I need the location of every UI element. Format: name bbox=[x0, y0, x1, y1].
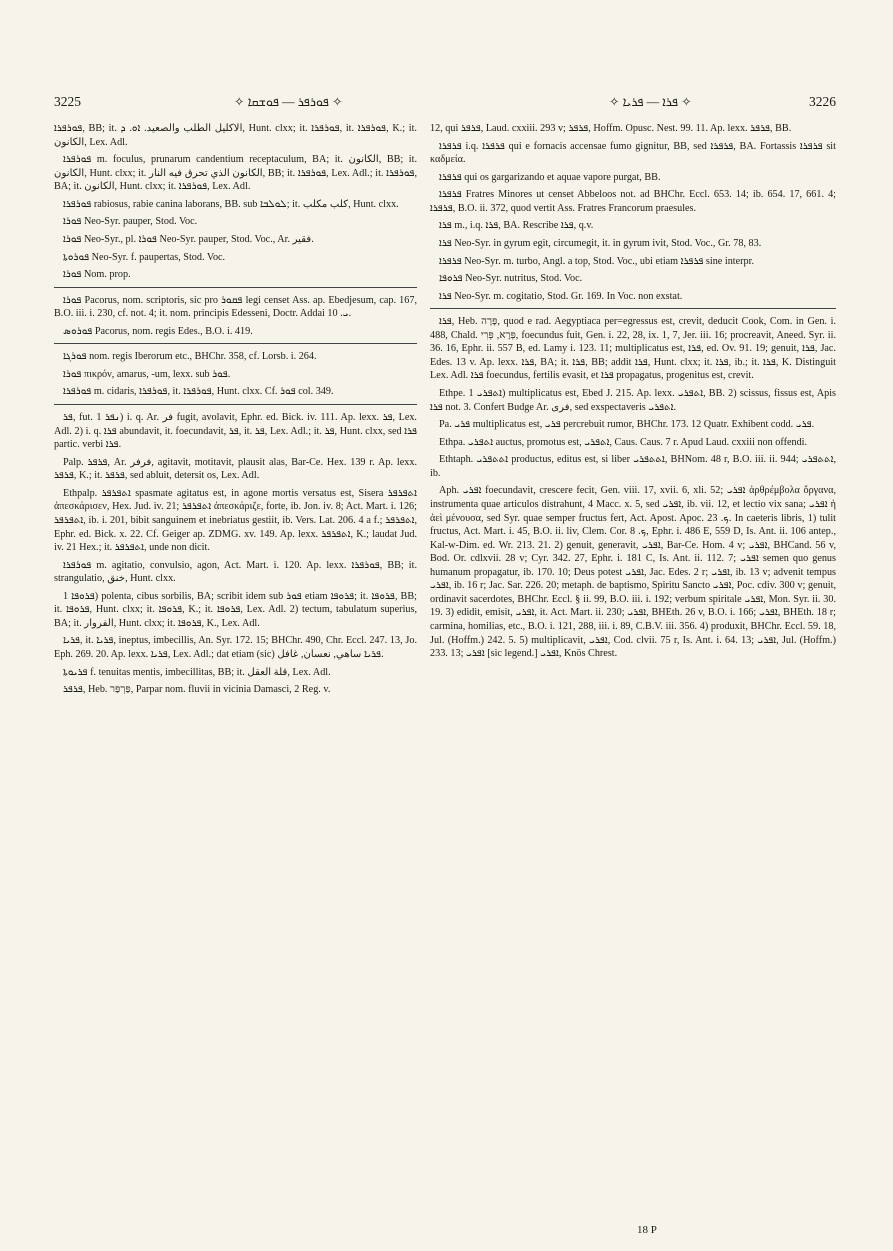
section-divider bbox=[430, 308, 836, 309]
entry: ܦܘܪܐ πικρόν, amarus, -um, lexx. sub ܦܘܪ. bbox=[63, 368, 231, 380]
page-number-left: 3225 bbox=[54, 94, 81, 109]
entry: ܦܪܦܪܐ Neo-Syr. m. turbo, Angl. a top, Stod. Voc., ubi etiam ܦܪܦܪܐ sine interpr. bbox=[439, 255, 755, 267]
left-column bbox=[54, 122, 417, 1221]
signature-mark: 18 P bbox=[637, 1224, 657, 1236]
entry: Pa. ܦܪܝ multiplicatus est, ܦܪܝ percrebuit rumor, BHChr. 173. 12 Quatr. Exhibent codd. ܦܪܝ. bbox=[439, 419, 815, 431]
entry: Ethpe. ܐܬܦܪܝ 1) multiplicatus est, Ebed J. 215. Ap. lexx. ܐܬܦܪܝ, BB. 2) scissus, fissus est, Apis ܦܪܐ not. 3. Confert Budge Ar. فرى, sed exspectaveris ܐܬܦܪܝ. bbox=[430, 388, 836, 413]
entry: ܦܪܦܪܐ Fratres Minores ut censet Abbeloos not. ad BHChr. Eccl. 653. 14; ib. 654. 17, 661. 4; ܦܪܦܪܐ, B.O. ii. 372, quod vertit Ass. Fratres Francorum praesules. bbox=[430, 189, 836, 214]
entry: Aph. ܐܦܪܝ foecundavit, crescere fecit, Gen. viii. 17, xvii. 6, xli. 52; ܐܦܪܝ ἀρθρέμβολα ὄργανα, instrumenta quae articulos distrahunt, 4 Macc. x. 5, sed ܐܦܪܝ, ib. vii. 12, et lectio vix sana; ܐܦܪܝ ἡ ἀεὶ μένουσα, sed Syr. quae semper fructus fert, Act. Apost. Apoc. ܟ. 23. In caeteris libris, 1) tulit fructus, Act. Mart. i. 45, B.O. ii. liv, Clem. Cor. ܟ. 8, Ephr. i. 486 E, 559 D, Is. Ant. ii. 106 antep., Kal-w-Dim. ed. Wr. 213. 21. 2) genuit, generavit, ܐܦܪܝ, Bar-Ce. Hom. 4 v; ܐܦܪܝ, BHCand. 56 v, Bod. Or. cdlxvii. 28 v; Cyr. 342. 27, Ephr. i. 181 C, Is. Ant. ii. 112. 7; ܐܦܪܝ semen quo genus humanum propagatur, ib. 170. 10; Deus potest ܐܦܪܝ, Jac. Edes. 2 r; ܐܦܪܝ, ib. 13 v; advenit tempus ܐܦܪܝ, ib. 16 r; Jac. Sar. 226. 20; metaph. de baptismo, Spiritu Sancto ܐܦܪܝ, Poc. cdiv. 300 v; genuit, ordinavit sacerdotes, BHChr. Eccl. § ii. 99, B.O. iii. i. 192; verbum spiritale ܐܦܪܝ, Mon. Syr. ii. 30. 19. 3) edidit, emisit, ܐܦܪܝ, it. Act. Mart. ii. 230; ܐܦܪܝ, BHEth. 26 v, B.O. i. 166; ܐܦܪܝ, BHEth. 18 r; carmina, homilias, etc., B.O. i. 121, 288, iii. i. 89, C.B.V. iii. 356. 4) produxit, BHChr. Eccl. 59. 18, Jul. (Hoffm.) 242. 5. 5) multiplicavit, ܐܦܪܝ, Cod. clvii. 75 r, Is. Ant. i. 64. 13; ܐܦܪܝ, Jul. (Hoffm.) 233. 13; ܐܦܪܝ [sic legend.] ܐܦܪܝ, Knös Chrest. bbox=[430, 485, 836, 660]
entry: ܦܪܘܦܐ Neo-Syr. nutritus, Stod. Voc. bbox=[439, 273, 583, 285]
running-head-left: ✧ ܦܘܪܦܪ — ܦܘܫܩܐ ✧ bbox=[234, 95, 343, 109]
running-head-right: ✧ ܦܪܐ — ܦܪܝܐ ✧ bbox=[609, 95, 692, 109]
entry: ܦܘܪܦܪܐ, BB; it. الاكليل الطلب والصعيد. ܐܘ. ܕ, Hunt. clxx; it. ܦܘܪܦܪܐ, it. ܦܘܪܦܪܐ, K.; it. الكانون, Lex. Adl. bbox=[54, 123, 417, 148]
entry: ܦܪܝܐ, it. ܦܪܝܐ, ineptus, imbecillis, An. Syr. 172. 15; BHChr. 490, Chr. Eccl. 247. 13, Jo. Eph. 269. 20. Ap. lexx. ܦܪܝܐ, Lex. Adl.; dat etiam (sic) ܦܪܝܐ ساهي, نعسان, غافل. bbox=[54, 635, 417, 660]
entry: ܦܘܪܦܪܐ rabiosus, rabie canina laborans, BB. sub ܠܘܠܒܐ; it. كلب مكلب, Hunt. clxx. bbox=[63, 198, 399, 210]
right-column bbox=[430, 122, 836, 1221]
entry: ܦܘܪܦܪܐ m. agitatio, convulsio, agon, Act. Mart. i. 120. Ap. lexx. ܦܘܪܦܪܐ, BB; it. strangulatio, خنق, Hunt. clxx. bbox=[54, 559, 417, 585]
entry: Ethpa. ܐܬܦܪܝ auctus, promotus est, ܐܬܦܪܝ, Caus. Caus. 7 r. Apud Laud. cxxiii non offendi. bbox=[439, 436, 808, 448]
entry: ܦܪܦܪܐ i.q. ܦܪܦܪܐ qui e fornacis accensae fumo gignitur, BB, sed ܦܪܦܪܐ, BA. Fortassis ܦܪܦܪܐ sit καδμεία. bbox=[430, 140, 836, 166]
entry: ܦܪܘܦܐ 1) polenta, cibus sorbilis, BA; scribit idem sub ܦܘܪ etiam ܦܪܘܦܐ; it. ܦܪܘܦܐ, BB; it. ܦܪܘܦܐ, Hunt. clxx; it. ܦܪܘܦܐ, K.; it. ܦܪܘܦܐ, Lex. Adl. 2) tectum, tabulatum superius, BA; it. الفروار, Hunt. clxx; it. ܦܪܘܦܐ, K., Lex. Adl. bbox=[54, 590, 417, 629]
entry: ܦܘܪܓܐ nom. regis Iberorum etc., BHChr. 358, cf. Lorsb. i. 264. bbox=[63, 351, 317, 363]
section-divider bbox=[54, 343, 417, 344]
entry: ܦܪܦܪ, Heb. פַּרְפַּר, Parpar nom. fluvii in vicinia Damasci, 2 Reg. v. bbox=[63, 684, 331, 696]
entry: ܦܘܪܐ Nom. prop. bbox=[63, 269, 131, 281]
entry: ܦܪܦܪܐ qui os gargarizando et aquae vapore purgat, BB. bbox=[439, 171, 661, 183]
entry: ܦܪܐ Neo-Syr. m. cogitatio, Stod. Gr. 169. In Voc. non exstat. bbox=[439, 290, 683, 302]
entry: ܦܘܪܐ Neo-Syr. pauper, Stod. Voc. bbox=[63, 216, 198, 228]
entry: 12, qui ܦܪܦܪ, Laud. cxxiii. 293 v; ܦܪܦܪ, Hoffm. Opusc. Nest. 99. 11. Ap. lexx. ܦܪܦܪ, BB. bbox=[430, 123, 792, 134]
entry: ܦܪܐ m., i.q. ܦܪܐ, BA. Rescribe ܦܪܐ, q.v. bbox=[439, 220, 594, 232]
entry: ܦܘܪܦܪܐ m. cidaris, ܦܘܪܦܪܐ, it. ܦܘܪܦܪܐ, Hunt. clxx. Cf. ܦܘܪ col. 349. bbox=[63, 386, 334, 398]
entry: Ethtaph. ܐܬܬܦܪܝ productus, editus est, si liber ܐܬܬܦܪܝ, BHNom. 48 r, B.O. iii. ii. 944; ܐܬܬܦܪܝ, ib. bbox=[430, 454, 836, 479]
entry: ܦܘܪܦܪܐ m. foculus, prunarum candentium receptaculum, BA; it. الكانون, BB; it. الكانون, Hunt. clxx; it. الكانون الذي تحرق فيه النار, BB; it. ܦܘܪܦܪܐ, Lex. Adl.; it. ܦܘܪܦܪܐ, BA; it. الكانون, Hunt. clxx; it. ܦܘܪܦܪܐ, Lex. Adl. bbox=[54, 154, 417, 193]
entry: ܦܘܪܐ Pacorus, nom. scriptoris, sic pro ܦܩܘܪ legi censet Ass. ap. Ebedjesum, cap. 167, B.O. iii. i. 230, cf. not. 4; it. nom. principis Edesseni, Doctr. Addai ܝ. 10. bbox=[54, 294, 417, 320]
entry: ܦܪܐ Neo-Syr. in gyrum egit, circumegit, it. in gyrum ivit, Stod. Voc., Gr. 78, 83. bbox=[439, 237, 762, 249]
section-divider bbox=[54, 404, 417, 405]
running-header bbox=[54, 94, 836, 116]
section-divider bbox=[54, 287, 417, 288]
entry: ܦܘܪܘܣ Pacorus, nom. regis Edes., B.O. i. 419. bbox=[63, 325, 253, 337]
entry: Palp. ܦܪܦܪ, Ar. فرفر, agitavit, motitavit, plausit alas, Bar-Ce. Hex. 139 r. Ap. lexx. ܦܪܦܪ, K.; it. ܦܪܦܪ, sed abluit, detersit os, Lex. Adl. bbox=[54, 456, 417, 482]
page-number-right: 3226 bbox=[809, 94, 836, 109]
entry: ܦܪܝܘܬܐ f. tenuitas mentis, imbecillitas, BB; it. قلة العقل, Lex. Adl. bbox=[63, 666, 331, 678]
entry: ܦܪܐ, Heb. פָּרָה, quod e rad. Aegyptiaca per=egressus est, crevit, deducit Cook, Com. in Gen. i. 488, Chald. פְּרָא, פְּרִי, foecundus fuit, Gen. i. 22, 28, ix. 1, 7, Jer. iii. 16; procreavit, Aneed. Syr. ii. 36. 16, Ephr. ii. 557 B, ed. Lamy i. 123. 11; multiplicatus est, ܦܪܐ, ed. Ov. 91. 19; genuit, ܦܪܐ, Jac. Edes. 13 v. Ap. lexx. ܦܪܐ, BA; it. ܦܪܐ, BB; addit ܦܪܐ, Hunt. clxx; it. ܦܪܐ, ib.; it. ܦܪܐ, K. Distinguit Lex. Adl. ܦܪܐ foecundus, fertilis evasit, et ܦܪܐ propagatus, progenitus est, crevit. bbox=[430, 316, 836, 382]
entry: ܦܘܪܘܬܐ Neo-Syr. f. paupertas, Stod. Voc. bbox=[63, 251, 226, 263]
entry: Ethpalp. ܐܬܦܪܦܪ spasmate agitatus est, in agone mortis versatus est, Sisera ܐܬܦܪܦܪ ἀπεσκάρισεν, Hex. Jud. iv. 21; ܐܬܦܪܦܪ ἀπεσκάριζε, forte, ib. Jon. iv. 8; Act. Mart. i. 126; ܐܬܦܪܦܪ, ib. i. 201, bibit sanguinem et inebriatus gestiit, ib. Vers. Lat. 206. 4 a f.; ܐܬܦܪܦܪ, Ephr. ed. Bick. x. 22. Cf. Geiger ap. ZDMG. xv. 149. Ap. lexx. ܐܬܦܪܦܪ, K.; laudat Jud. iv. 21 Hex.; it. ܐܬܦܪܦܪ, unde non dicit. bbox=[54, 487, 417, 554]
entry: ܦܘܪܐ Neo-Syr., pl. ܦܘܪܐ Neo-Syr. pauper, Stod. Voc., Ar. فقير. bbox=[63, 233, 314, 245]
entry: ܦܪ, fut. ܢܦܪ 1) i. q. Ar. فر fugit, avolavit, Ephr. ed. Bick. iv. 111. Ap. lexx. ܦܪ, Lex. Adl. 2) i. q. ܦܪܐ abundavit, it. foecundavit, ܦܪ, it. ܦܪ, Lex. Adl.; it. ܦܪ, Hunt. clxx, sed ܦܪܐ partic. verbi ܦܪܐ. bbox=[54, 412, 417, 451]
